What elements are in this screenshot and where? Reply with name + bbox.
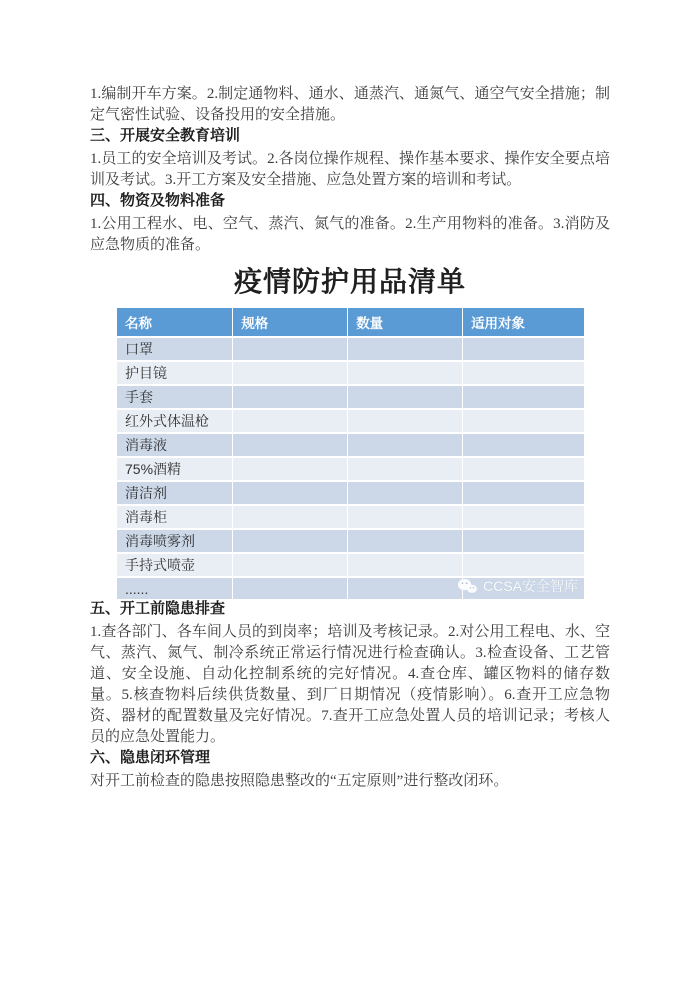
table-cell: 75%酒精 (117, 457, 233, 481)
supplies-table (117, 308, 584, 599)
table-cell: 清洁剂 (117, 481, 233, 505)
table-row (117, 505, 584, 529)
column-header-quantity: 数量 (348, 308, 463, 337)
table-cell: 口罩 (117, 337, 233, 361)
table-cell (348, 529, 463, 553)
section-heading-safety-training: 三、开展安全教育培训 (90, 128, 241, 144)
table-cell (348, 577, 463, 599)
table-cell (233, 505, 348, 529)
table-row (117, 481, 584, 505)
table-row (117, 553, 584, 577)
table-header-row (117, 308, 584, 337)
table-cell (463, 505, 584, 529)
table-row (117, 577, 584, 599)
table-cell (233, 409, 348, 433)
table-cell (463, 529, 584, 553)
table-cell (463, 361, 584, 385)
table-cell: 消毒液 (117, 433, 233, 457)
table-cell (463, 553, 584, 577)
section-heading-materials-prep: 四、物资及物料准备 (90, 193, 226, 209)
table-cell: 护目镜 (117, 361, 233, 385)
table-cell (233, 553, 348, 577)
table-row (117, 457, 584, 481)
table-cell (348, 433, 463, 457)
table-cell: 消毒喷雾剂 (117, 529, 233, 553)
table-cell (348, 481, 463, 505)
section-heading-closed-loop: 六、隐患闭环管理 (90, 750, 211, 766)
table-cell (233, 433, 348, 457)
table-cell (233, 481, 348, 505)
table-cell (233, 457, 348, 481)
table-cell (348, 505, 463, 529)
table-row (117, 385, 584, 409)
table-row (117, 337, 584, 361)
column-header-spec: 规格 (233, 308, 348, 337)
paragraph-hazard-inspection: 1.查各部门、各车间人员的到岗率；培训及考核记录。2.对公用工程电、水、空气、蒸汽、氮气、制冷系统正常运行情况进行检查确认。3.检查设备、工艺管道、安全设施、自动化控制系统的完好情况。4.查仓库、罐区物料的储存数量。5.核查物料后续供货数量、到厂日期情况（疫情影响）。6.查开工应急物资、器材的配置数量及完好情况。7.查开工应急处置人员的培训记录；考核人员的应急处置能力。 (90, 624, 610, 745)
section-heading-hazard-inspection: 五、开工前隐患排查 (90, 601, 226, 617)
table-cell (463, 433, 584, 457)
column-header-applicable: 适用对象 (463, 308, 584, 337)
table-cell (348, 553, 463, 577)
table-cell: 手持式喷壶 (117, 553, 233, 577)
table-cell (463, 457, 584, 481)
table-row (117, 409, 584, 433)
table-title: 疫情防护用品清单 (233, 266, 466, 297)
table-cell (463, 577, 584, 599)
supplies-table-container (117, 308, 584, 599)
table-cell: 消毒柜 (117, 505, 233, 529)
paragraph-materials-prep: 1.公用工程水、电、空气、蒸汽、氮气的准备。2.生产用物料的准备。3.消防及应急物质的准备。 (90, 216, 610, 253)
watermark-text: CCSA安全智库 (483, 578, 578, 594)
table-row (117, 433, 584, 457)
table-cell (233, 361, 348, 385)
table-cell (348, 337, 463, 361)
table-cell (348, 457, 463, 481)
table-cell (233, 577, 348, 599)
paragraph-closed-loop: 对开工前检查的隐患按照隐患整改的“五定原则”进行整改闭环。 (90, 773, 509, 789)
column-header-name: 名称 (117, 308, 233, 337)
table-cell (348, 409, 463, 433)
table-cell (463, 409, 584, 433)
table-cell (233, 385, 348, 409)
table-cell (233, 529, 348, 553)
table-cell: ...... (117, 577, 233, 599)
table-body (117, 337, 584, 599)
table-cell (463, 337, 584, 361)
table-cell (463, 481, 584, 505)
table-cell: 手套 (117, 385, 233, 409)
table-row (117, 361, 584, 385)
paragraph-safety-training: 1.员工的安全培训及考试。2.各岗位操作规程、操作基本要求、操作安全要点培训及考试。3.开工方案及安全措施、应急处置方案的培训和考试。 (90, 151, 610, 188)
table-cell (463, 385, 584, 409)
paragraph-startup-plan: 1.编制开车方案。2.制定通物料、通水、通蒸汽、通氮气、通空气安全措施；制定气密性试验、设备投用的安全措施。 (90, 86, 610, 123)
table-cell (348, 361, 463, 385)
table-cell (233, 337, 348, 361)
table-cell (348, 385, 463, 409)
table-row (117, 529, 584, 553)
table-cell: 红外式体温枪 (117, 409, 233, 433)
